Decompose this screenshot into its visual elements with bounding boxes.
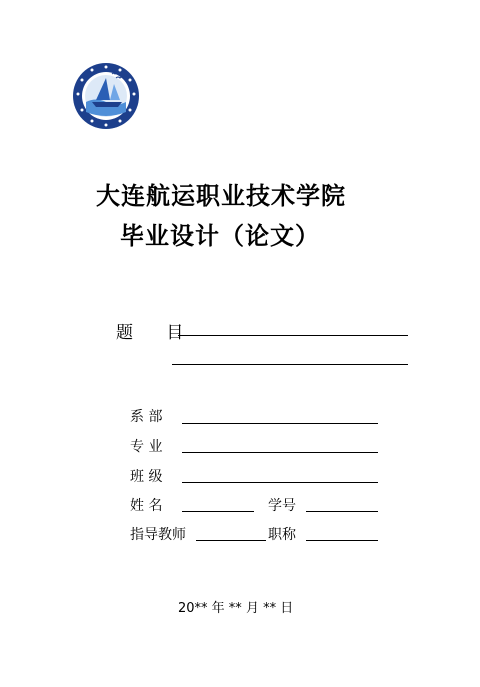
class-line[interactable]	[182, 482, 378, 483]
major-line[interactable]	[182, 452, 378, 453]
department-line[interactable]	[182, 423, 378, 424]
class-label: 班 级	[130, 469, 163, 485]
topic-line-1[interactable]	[178, 335, 408, 336]
department-label: 系 部	[130, 409, 163, 425]
student-id-label: 学号	[268, 498, 296, 514]
topic-line-2[interactable]	[172, 364, 408, 365]
student-id-line[interactable]	[306, 511, 378, 512]
name-line[interactable]	[182, 511, 254, 512]
school-logo	[72, 62, 140, 130]
advisor-label: 指导教师	[130, 527, 186, 543]
school-emblem-icon	[72, 62, 140, 130]
topic-label: 题 目	[116, 323, 198, 343]
date-line: 20** 年 ** 月 ** 日	[178, 601, 294, 616]
school-name-title: 大连航运职业技术学院	[96, 182, 346, 210]
job-title-label: 职称	[268, 527, 296, 543]
document-type-title: 毕业设计（论文）	[120, 222, 320, 250]
job-title-line[interactable]	[306, 540, 378, 541]
advisor-line[interactable]	[196, 540, 266, 541]
name-label: 姓 名	[130, 498, 163, 514]
major-label: 专 业	[130, 439, 163, 455]
